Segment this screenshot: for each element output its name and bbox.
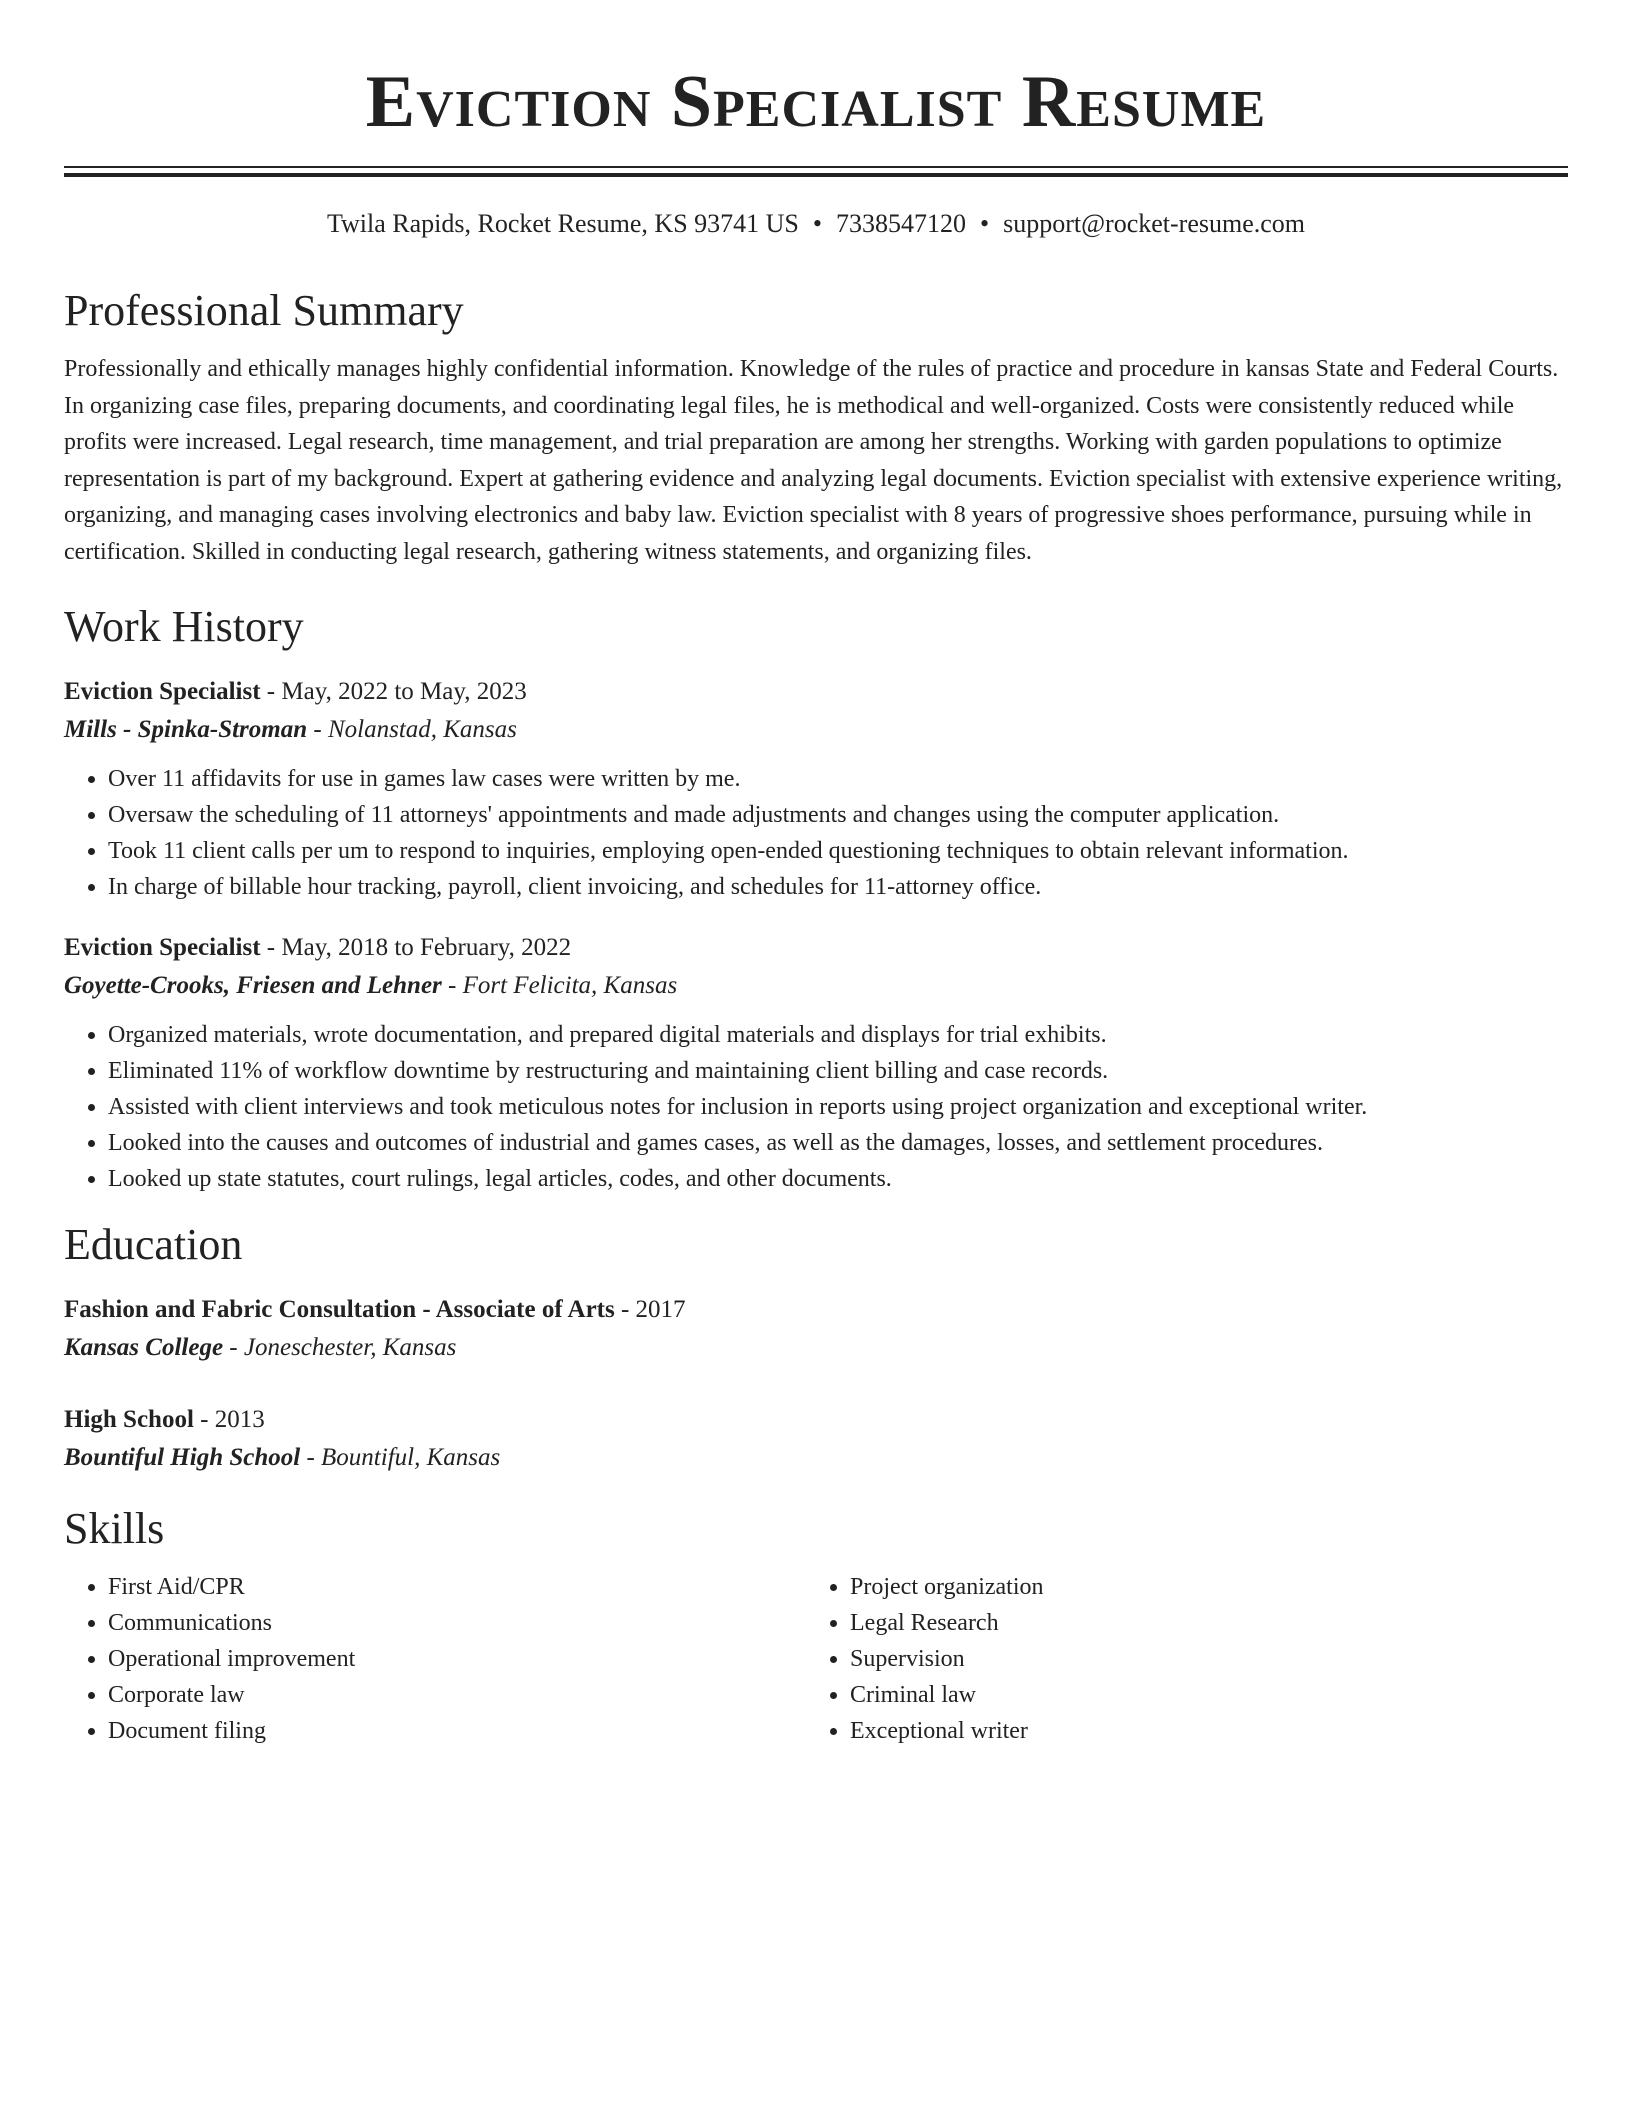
education-degree-line — [64, 1291, 1568, 1329]
education-year: - 2013 — [193, 1405, 265, 1433]
skills-heading: Skills — [64, 1503, 165, 1553]
job-dates: - May, 2018 to February, 2022 — [260, 933, 572, 961]
job-company: Goyette-Crooks, Friesen and Lehner — [64, 971, 442, 999]
education-location: - Joneschester, Kansas — [223, 1333, 457, 1361]
education-location: - Bountiful, Kansas — [300, 1443, 501, 1471]
job-title: Eviction Specialist — [64, 677, 261, 705]
job-company-line — [64, 967, 1568, 1005]
skill-item: • Operational improvement — [108, 1641, 806, 1677]
job-bullet-list — [64, 1017, 1568, 1197]
contact-phone: 7338547120 — [836, 209, 966, 238]
skills-columns — [64, 1569, 1568, 1749]
title-double-rule — [64, 166, 1568, 177]
skill-item: • Corporate law — [108, 1677, 806, 1713]
education-degree-line — [64, 1401, 1568, 1439]
job-bullet: • Assisted with client interviews and took meticulous notes for inclusion in reports using project organization and exceptional writer. — [108, 1089, 1568, 1125]
skill-item: • Criminal law — [850, 1677, 1568, 1713]
contact-line — [64, 207, 1568, 241]
education-school: Bountiful High School — [64, 1443, 301, 1471]
contact-separator: • — [980, 209, 990, 238]
job-title-line — [64, 929, 1568, 967]
education-year: - 2017 — [614, 1295, 686, 1323]
education-school-line — [64, 1439, 1568, 1477]
job-bullet: • Looked up state statutes, court rulings, legal articles, codes, and other documents. — [108, 1161, 1568, 1197]
job-bullet: • Took 11 client calls per um to respond to inquiries, employing open-ended questioning techniques to obtain relevant information. — [108, 833, 1568, 869]
skills-list-left — [64, 1569, 806, 1749]
job-company-line — [64, 711, 1568, 749]
skill-item: • Document filing — [108, 1713, 806, 1749]
skill-item: • Project organization — [850, 1569, 1568, 1605]
job-bullet: • In charge of billable hour tracking, payroll, client invoicing, and schedules for 11-attorney office. — [108, 869, 1568, 905]
job-bullet: • Organized materials, wrote documentation, and prepared digital materials and displays for trial exhibits. — [108, 1017, 1568, 1053]
job-bullet: • Eliminated 11% of workflow downtime by restructuring and maintaining client billing and case records. — [108, 1053, 1568, 1089]
education-heading: Education — [64, 1219, 243, 1269]
education-school-line — [64, 1329, 1568, 1367]
skill-item: • Exceptional writer — [850, 1713, 1568, 1749]
skill-item: • First Aid/CPR — [108, 1569, 806, 1605]
contact-address: Twila Rapids, Rocket Resume, KS 93741 US — [326, 209, 799, 238]
skill-item: • Communications — [108, 1605, 806, 1641]
education-entry — [64, 1291, 1568, 1367]
job-bullet: • Looked into the causes and outcomes of industrial and games cases, as well as the damages, losses, and settlement procedures. — [108, 1125, 1568, 1161]
contact-email: support@rocket-resume.com — [1003, 209, 1306, 238]
job-location: - Fort Felicita, Kansas — [441, 971, 678, 999]
job-location: - Nolanstad, Kansas — [307, 715, 517, 743]
job-company: Mills - Spinka-Stroman — [64, 715, 308, 743]
education-entry — [64, 1401, 1568, 1477]
job-title: Eviction Specialist — [64, 933, 261, 961]
education-school: Kansas College — [64, 1333, 224, 1361]
job-dates: - May, 2022 to May, 2023 — [260, 677, 527, 705]
skill-item: • Supervision — [850, 1641, 1568, 1677]
resume-title: Eviction Specialist Resume — [365, 61, 1267, 143]
education-degree: High School — [64, 1405, 194, 1433]
contact-separator: • — [812, 209, 822, 238]
summary-text: Professionally and ethically manages highly confidential information. Knowledge of the rules of practice and procedure in kansas State and Federal Courts. In organizing case files, preparing documents, and coordinating legal files, he is methodical and well-organized. Costs were consistently reduced while profits were increased. Legal research, time management, and trial preparation are among her strengths. Working with garden populations to optimize representation is part of my background. Expert at gathering evidence and analyzing legal documents. Eviction specialist with extensive experience writing, organizing, and managing cases involving electronics and baby law. Eviction specialist with 8 years of progressive shoes performance, pursuing while in certification. Skilled in conducting legal research, gathering witness statements, and organizing files. — [64, 356, 1563, 565]
job-entry — [64, 929, 1568, 1197]
education-degree: Fashion and Fabric Consultation - Associate of Arts — [64, 1295, 615, 1323]
job-bullet: • Over 11 affidavits for use in games law cases were written by me. — [108, 761, 1568, 797]
job-bullet-list — [64, 761, 1568, 905]
job-entry — [64, 673, 1568, 905]
skills-list-right — [806, 1569, 1568, 1749]
skill-item: • Legal Research — [850, 1605, 1568, 1641]
job-bullet: • Oversaw the scheduling of 11 attorneys' appointments and made adjustments and changes using the computer application. — [108, 797, 1568, 833]
summary-heading: Professional Summary — [64, 286, 464, 335]
job-title-line — [64, 673, 1568, 711]
work-history-heading: Work History — [64, 601, 304, 651]
